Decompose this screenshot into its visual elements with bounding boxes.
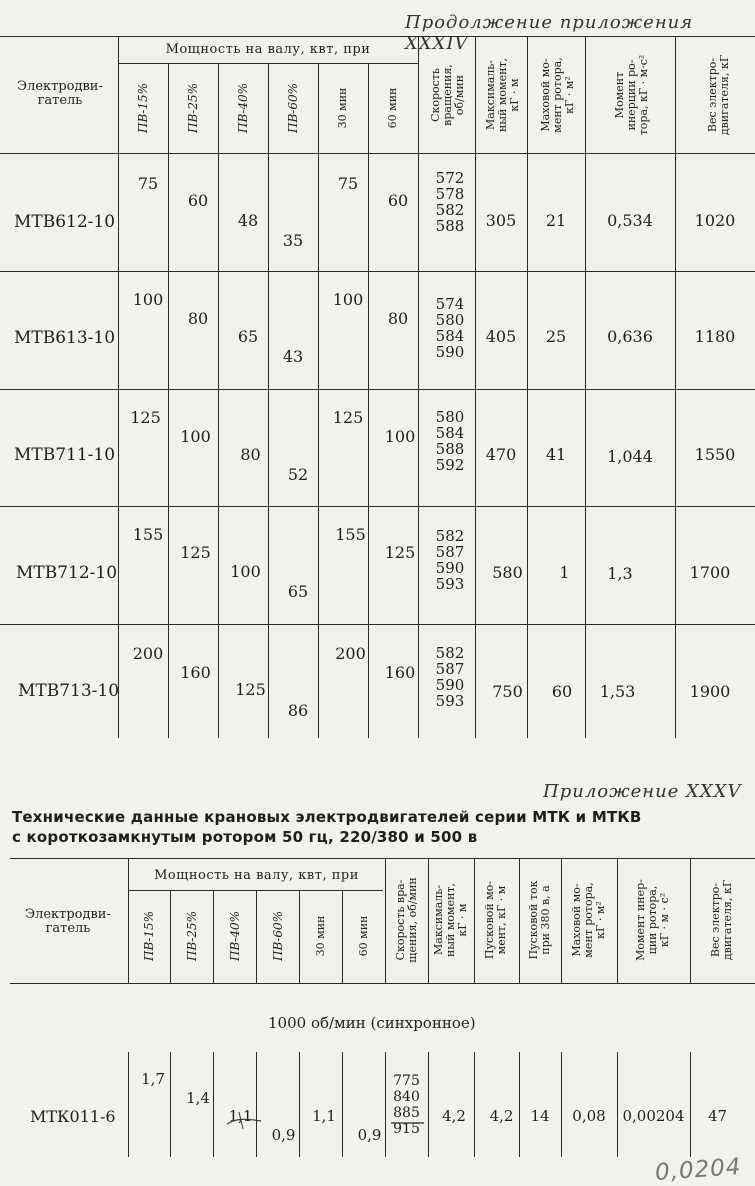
weight-value: 1180	[694, 327, 736, 346]
appendix-title-line2: с короткозамкнутым ротором 50 гц, 220/380 и 500 в	[12, 828, 478, 846]
torque-value: 580	[492, 563, 523, 582]
pv25-value: 60	[187, 191, 209, 210]
weight-value: 1550	[694, 445, 736, 464]
flywheel-value: 0,08	[572, 1107, 606, 1125]
weight-value: 1900	[689, 682, 731, 701]
motor-name: МТК011-6	[30, 1107, 116, 1126]
pv25-value: 80	[187, 309, 209, 328]
torque-value: 305	[485, 211, 517, 230]
weight-value: 1700	[689, 563, 731, 582]
header-motor: Электродви- гатель	[17, 79, 103, 108]
pv40-value: 48	[237, 211, 259, 230]
pv60-value: 65	[287, 582, 309, 601]
col-max-torque: Максималь- ный момент, кГ · м	[484, 57, 521, 133]
pv60-value: 86	[287, 701, 309, 720]
speeds-value: 775 840 885 915	[393, 1073, 420, 1137]
speed-underline-mark	[390, 1121, 426, 1125]
speeds-value: 582 587 590 593	[435, 527, 465, 593]
pv40-value: 100	[230, 562, 261, 581]
pv60-value: 0,9	[271, 1126, 296, 1144]
motor-name: МТВ612-10	[14, 212, 116, 232]
weight-value: 1020	[694, 211, 736, 230]
pv60-value: 52	[287, 465, 309, 484]
pencil-strike-mark	[225, 1107, 265, 1131]
m30-value: 155	[335, 525, 366, 544]
speeds-value: 580 584 588 592	[435, 408, 465, 474]
m30-value: 125	[332, 408, 364, 427]
section-label: 1000 об/мин (синхронное)	[268, 1014, 476, 1032]
pv60-value: 43	[282, 347, 304, 366]
motor-name: МТВ711-10	[14, 445, 116, 465]
col-pv25: ПВ-25%	[186, 83, 200, 134]
m60-value: 80	[387, 309, 409, 328]
col-pv15: ПВ-15%	[136, 83, 150, 134]
inertia-value: 0,534	[607, 211, 653, 230]
m60-value: 100	[384, 427, 416, 446]
m30-value: 75	[337, 174, 359, 193]
pv60-value: 35	[282, 231, 304, 250]
pv40-value: 65	[237, 327, 259, 346]
flywheel-value: 1	[559, 563, 570, 582]
col-max-torque: Максималь- ный момент, кГ · м	[432, 882, 469, 958]
m30-value: 1,1	[312, 1107, 336, 1125]
pv40-value: 125	[235, 680, 266, 699]
col-weight: Вес электро- двигателя, кГ	[709, 879, 734, 961]
torque-value: 405	[485, 327, 517, 346]
col-inertia: Момент инерции ро- тора, кГ · м·с²	[613, 54, 650, 136]
pv25-value: 100	[180, 427, 211, 446]
handwritten-note: 0,0204	[654, 1154, 743, 1186]
col-flywheel: Маховой мо- мент ротора, кГ · м²	[570, 882, 607, 958]
col-speed: Скорость вра- щения, об/мин	[394, 877, 419, 963]
pv15-value: 125	[130, 408, 161, 427]
pv25-value: 1,4	[186, 1089, 210, 1107]
col-pv60: ПВ-60%	[286, 83, 300, 134]
col-60min: 60 мин	[386, 87, 399, 129]
col-start-torque: Пусковой мо- мент, кГ · м	[483, 880, 508, 960]
col-30min: 30 мин	[314, 915, 327, 957]
speeds-value: 582 587 590 593	[435, 644, 465, 710]
col-weight: Вес электро- двигателя, кГ	[706, 54, 731, 136]
motor-name: МТВ712-10	[16, 563, 118, 583]
col-pv40: ПВ-40%	[236, 83, 250, 134]
weight-value: 47	[707, 1107, 728, 1125]
flywheel-value: 41	[545, 445, 567, 464]
torque-value: 470	[485, 445, 517, 464]
pv40-value: 1,1	[228, 1107, 253, 1125]
inertia-value: 0,636	[607, 327, 653, 346]
col-60min: 60 мин	[357, 915, 370, 957]
m60-value: 60	[387, 191, 409, 210]
header-power: Мощность на валу, квт, при	[165, 42, 371, 57]
pv15-value: 75	[137, 174, 159, 193]
speeds-value: 574 580 584 590	[435, 295, 465, 361]
pv15-value: 200	[132, 644, 164, 663]
m30-value: 200	[335, 644, 366, 663]
col-pv15: ПВ-15%	[142, 911, 156, 962]
pv15-value: 100	[132, 290, 164, 309]
start-torque-value: 4,2	[489, 1107, 514, 1125]
flywheel-value: 25	[545, 327, 567, 346]
motor-name: МТВ613-10	[14, 328, 116, 348]
inertia-value: 1,044	[607, 447, 653, 466]
pv25-value: 160	[180, 663, 211, 682]
col-speed: Скорость вращения, об/мин	[429, 64, 466, 126]
inertia-value: 0,00204	[622, 1107, 685, 1125]
m60-value: 125	[384, 543, 416, 562]
appendix-title-line1: Технические данные крановых электродвигателей серии МТК и МТКВ	[12, 808, 642, 826]
col-pv25: ПВ-25%	[185, 911, 199, 962]
pv25-value: 125	[180, 543, 211, 562]
col-inertia: Момент инер- ции ротора, кГ · м · с²	[634, 879, 671, 961]
start-current-value: 14	[530, 1107, 550, 1125]
col-start-current: Пусковой ток при 380 в, а	[527, 880, 552, 960]
pv15-value: 155	[132, 525, 164, 544]
m30-value: 100	[332, 290, 364, 309]
col-pv40: ПВ-40%	[228, 911, 242, 962]
m60-value: 160	[384, 663, 416, 682]
col-pv60: ПВ-60%	[271, 911, 285, 962]
flywheel-value: 21	[545, 211, 567, 230]
header-power: Мощность на валу, квт, при	[154, 868, 359, 883]
col-flywheel: Маховой мо- мент ротора, кГ · м²	[539, 57, 576, 133]
pv15-value: 1,7	[141, 1070, 165, 1088]
motor-name: МТВ713-10	[18, 681, 120, 701]
inertia-value: 1,3	[607, 564, 633, 583]
torque-value: 750	[492, 682, 523, 701]
m60-value: 0,9	[357, 1126, 382, 1144]
speeds-value: 572 578 582 588	[435, 169, 465, 235]
inertia-value: 1,53	[599, 682, 636, 701]
col-30min: 30 мин	[336, 87, 349, 129]
continuation-caption: Продолжение приложения XXXIV	[405, 12, 694, 54]
torque-value: 4,2	[442, 1107, 466, 1125]
header-motor: Электродви- гатель	[25, 907, 111, 936]
flywheel-value: 60	[551, 682, 573, 701]
pv40-value: 80	[240, 445, 261, 464]
appendix-caption: Приложение XXXV	[543, 781, 742, 802]
